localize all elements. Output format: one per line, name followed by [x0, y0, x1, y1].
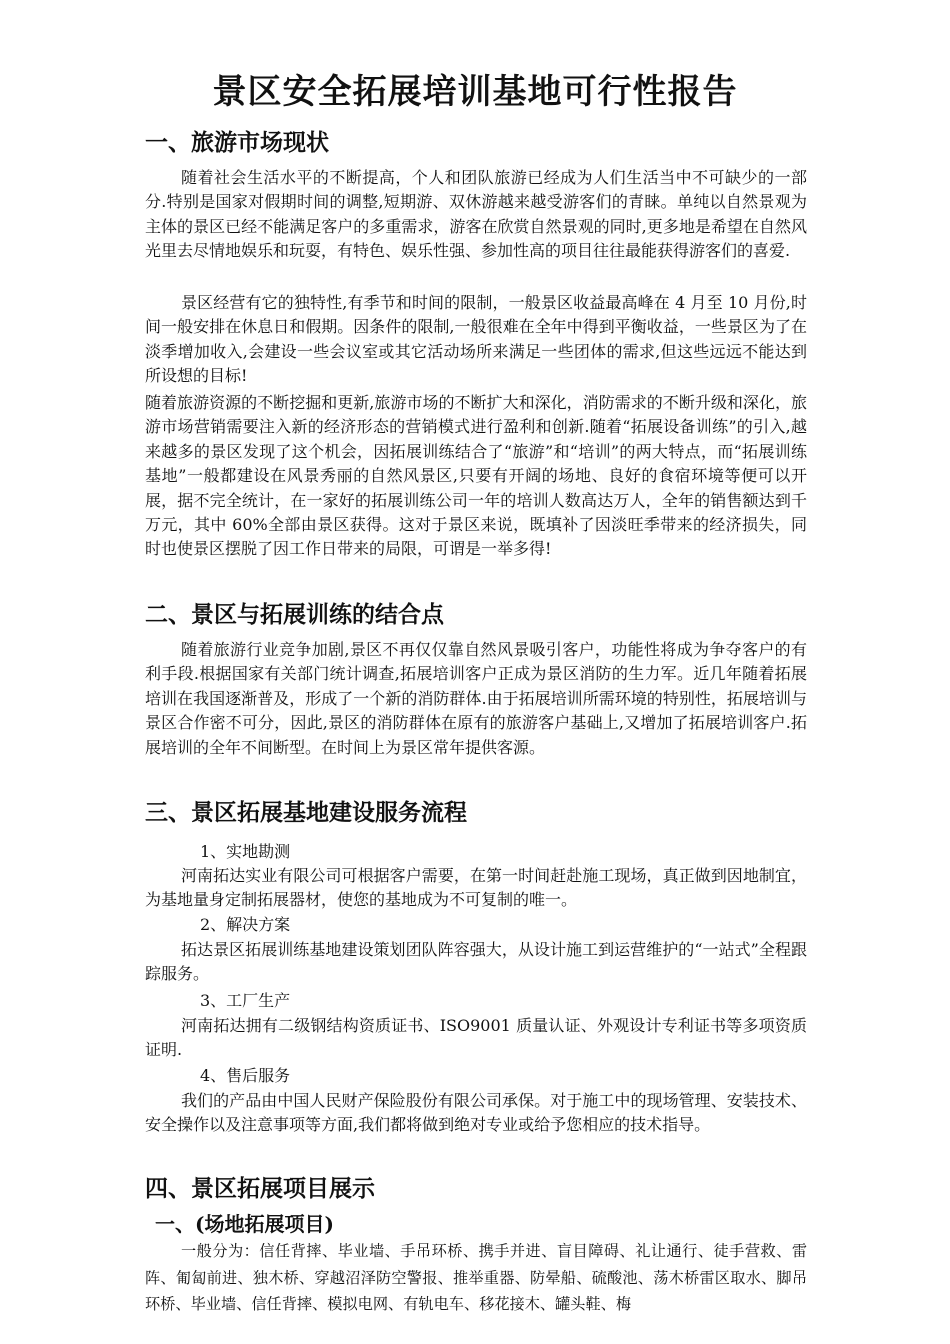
section-3-paragraph-1: 河南拓达实业有限公司可根据客户需要，在第一时间赶赴施工现场，真正做到因地制宜，为基地量身定制拓展器材，使您的基地成为不可复制的唯一。	[145, 866, 807, 910]
section-2-heading: 二、景区与拓展训练的结合点	[145, 601, 444, 628]
section-3-paragraph-3: 河南拓达拥有二级钢结构资质证书、ISO9001 质量认证、外观设计专利证书等多项资质证明.	[145, 1016, 807, 1060]
section-4-paragraph-1: 一般分为：信任背摔、毕业墙、手吊环桥、携手并进、盲目障碍、礼让通行、徒手营救、雷阵、匍匐前进、独木桥、穿越沼泽防空警报、推举重器、防晕船、硫酸池、荡木桥雷区取水、脚吊环桥、毕业墙、信任背摔、模拟电网、有轨电车、移花接木、罐头鞋、梅	[145, 1242, 807, 1313]
section-2-paragraph-1: 随着旅游行业竞争加剧,景区不再仅仅靠自然风景吸引客户，功能性将成为争夺客户的有利手段.根据国家有关部门统计调查,拓展培训客户正成为景区消防的生力军。近几年随着拓展培训在我国逐渐普及，形成了一个新的消防群体.由于拓展培训所需环境的特别性，拓展培训与景区合作密不可分，因此,景区的消防群体在原有的旅游客户基础上,又增加了拓展培训客户.拓展培训的全年不间断型。在时间上为景区常年提供客源。	[145, 640, 807, 757]
section-1-heading: 一、旅游市场现状	[145, 129, 329, 156]
section-4-subheading: 一、(场地拓展项目)	[155, 1212, 334, 1236]
section-1-paragraph-1: 随着社会生活水平的不断提高，个人和团队旅游已经成为人们生活当中不可缺少的一部分.特别是国家对假期时间的调整,短期游、双休游越来越受游客们的青睐。单纯以自然景观为主体的景区已经不能满足客户的多重需求，游客在欣赏自然景观的同时,更多地是希望在自然风光里去尽情地娱乐和玩耍，有特色、娱乐性强、参加性高的项目往往最能获得游客们的喜爱.	[145, 168, 807, 261]
section-1-paragraph-2: 景区经营有它的独特性,有季节和时间的限制，一般景区收益最高峰在 4 月至 10 月份,时间一般安排在休息日和假期。因条件的限制,一般很难在全年中得到平衡收益，一些景区为了在淡季增加收入,会建设一些会议室或其它活动场所来满足一些团体的需求,但这些远远不能达到所设想的目标!	[145, 293, 807, 386]
section-1-paragraph-3: 随着旅游资源的不断挖掘和更新,旅游市场的不断扩大和深化，消防需求的不断升级和深化，旅游市场营销需要注入新的经济形态的营销模式进行盈利和创新.随着“拓展设备训练”的引入,越来越多的景区发现了这个机会，因拓展训练结合了“旅游”和“培训”的两大特点，而“拓展训练基地”一般都建设在风景秀丽的自然风景区,只要有开阔的场地、良好的食宿环境等便可以开展，据不完全统计，在一家好的拓展训练公司一年的培训人数高达万人，全年的销售额达到千万元，其中 60%全部由景区获得。这对于景区来说，既填补了因淡旺季带来的经济损失，同时也使景区摆脱了因工作日带来的局限，可谓是一举多得!	[145, 393, 807, 559]
section-3-heading: 三、景区拓展基地建设服务流程	[145, 799, 467, 826]
section-3-step-3: 3、工厂生产	[200, 991, 291, 1010]
document-title: 景区安全拓展培训基地可行性报告	[212, 72, 738, 112]
section-3-step-4: 4、售后服务	[200, 1066, 291, 1085]
section-4-heading: 四、景区拓展项目展示	[145, 1175, 375, 1202]
section-3-paragraph-4: 我们的产品由中国人民财产保险股份有限公司承保。对于施工中的现场管理、安装技术、安全操作以及注意事项等方面,我们都将做到绝对专业或给予您相应的技术指导。	[145, 1091, 807, 1135]
section-3-paragraph-2: 拓达景区拓展训练基地建设策划团队阵容强大，从设计施工到运营维护的“一站式”全程跟踪服务。	[145, 940, 807, 984]
section-3-step-1: 1、实地勘测	[200, 842, 291, 861]
section-3-step-2: 2、解决方案	[200, 915, 291, 934]
